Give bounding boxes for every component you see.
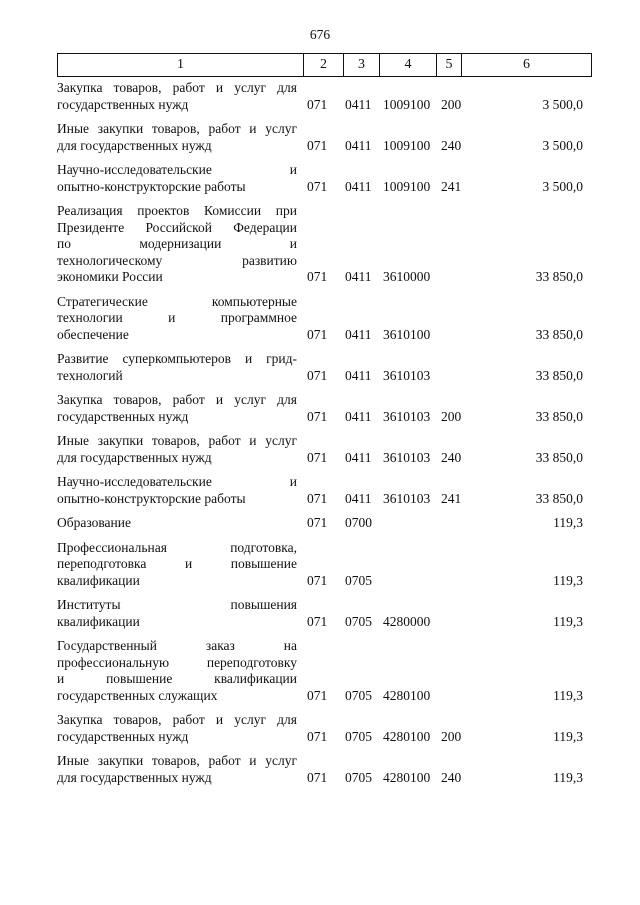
row-name-line: государственных нужд xyxy=(57,96,189,112)
row-section-code: 0411 xyxy=(345,96,372,112)
row-target-code: 3610100 xyxy=(383,326,431,342)
row-name-line: Иные закупки товаров, работ и услуг xyxy=(57,753,297,768)
header-col-3: 3 xyxy=(344,54,380,76)
row-section-code: 0700 xyxy=(345,515,372,530)
row-target-code: 4280000 xyxy=(383,613,431,629)
row-amount: 119,3 xyxy=(553,769,583,785)
table-row xyxy=(57,540,592,590)
row-name-line: опытно-конструкторские работы xyxy=(57,490,246,506)
header-col-2: 2 xyxy=(304,54,344,76)
row-ministry-code: 071 xyxy=(307,137,328,153)
table-row xyxy=(57,638,592,704)
table-row xyxy=(57,753,592,786)
row-target-code: 4280100 xyxy=(383,728,431,744)
row-ministry-code: 071 xyxy=(307,687,328,703)
row-ministry-code: 071 xyxy=(307,269,328,284)
row-target-code: 3610103 xyxy=(383,367,431,383)
row-name-line: государственных служащих xyxy=(57,687,218,703)
row-section-code: 0411 xyxy=(345,408,372,424)
row-name-line: для государственных нужд xyxy=(57,137,212,153)
row-name xyxy=(57,712,303,745)
row-name-line: Развитие суперкомпьютеров и грид- xyxy=(57,351,297,366)
row-name xyxy=(57,294,303,344)
row-name xyxy=(57,474,303,507)
row-amount: 119,3 xyxy=(553,728,583,744)
row-amount: 3 500,0 xyxy=(542,96,583,112)
row-ministry-code: 071 xyxy=(307,96,328,112)
row-ministry-code: 071 xyxy=(307,449,328,465)
header-col-5: 5 xyxy=(437,54,462,76)
row-amount: 33 850,0 xyxy=(535,408,583,424)
row-target-code: 1009100 xyxy=(383,178,431,194)
row-name-line: экономики России xyxy=(57,269,163,284)
row-expense-type-code: 200 xyxy=(441,408,462,424)
row-ministry-code: 071 xyxy=(307,728,328,744)
row-name-line: для государственных нужд xyxy=(57,449,212,465)
row-amount: 119,3 xyxy=(553,515,583,530)
row-expense-type-code: 240 xyxy=(441,769,462,785)
table-row xyxy=(57,294,592,344)
row-name xyxy=(57,597,303,630)
row-ministry-code: 071 xyxy=(307,367,328,383)
row-ministry-code: 071 xyxy=(307,326,328,342)
row-section-code: 0411 xyxy=(345,178,372,194)
table-row xyxy=(57,474,592,507)
row-amount: 33 850,0 xyxy=(535,367,583,383)
row-name-line: квалификации xyxy=(57,613,140,629)
table-header xyxy=(57,53,592,77)
table-row xyxy=(57,162,592,195)
row-name xyxy=(57,515,303,532)
row-name-line: для государственных нужд xyxy=(57,769,212,785)
row-name-line: Стратегические компьютерные xyxy=(57,293,297,309)
header-col-6: 6 xyxy=(523,57,530,72)
table-row xyxy=(57,121,592,154)
row-name xyxy=(57,753,303,786)
row-section-code: 0705 xyxy=(345,613,372,629)
row-ministry-code: 071 xyxy=(307,408,328,424)
row-section-code: 0411 xyxy=(345,326,372,342)
row-target-code: 3610103 xyxy=(383,449,431,465)
row-name-line: Государственный заказ на xyxy=(57,638,297,653)
row-name-line: квалификации xyxy=(57,572,140,588)
row-ministry-code: 071 xyxy=(307,572,328,588)
row-name-line: Закупка товаров, работ и услуг для xyxy=(57,80,297,95)
row-name-line: опытно-конструкторские работы xyxy=(57,178,246,194)
row-ministry-code: 071 xyxy=(307,178,328,194)
page-number: 676 xyxy=(309,27,331,42)
row-amount: 33 850,0 xyxy=(535,326,583,342)
row-amount: 33 850,0 xyxy=(535,269,583,284)
row-name-line: Президенте Российской Федерации xyxy=(57,219,297,235)
row-section-code: 0411 xyxy=(345,449,372,465)
row-section-code: 0705 xyxy=(345,728,372,744)
row-ministry-code: 071 xyxy=(307,490,328,506)
row-name-line: технологическому развитию xyxy=(57,252,297,268)
row-name xyxy=(57,638,303,704)
row-name-line: и повышение квалификации xyxy=(57,671,297,686)
row-section-code: 0411 xyxy=(345,367,372,383)
row-amount: 33 850,0 xyxy=(535,490,583,506)
row-name-line: Научно-исследовательские и xyxy=(57,474,297,489)
row-name-line: Профессиональная подготовка, xyxy=(57,539,297,555)
row-name-line: переподготовка и повышение xyxy=(57,556,297,571)
row-target-code: 1009100 xyxy=(383,137,431,153)
row-name xyxy=(57,540,303,590)
row-section-code: 0411 xyxy=(345,137,372,153)
row-name-line: Институты повышения xyxy=(57,597,297,612)
row-expense-type-code: 240 xyxy=(441,449,462,465)
row-name-line: по модернизации и xyxy=(57,236,297,251)
row-amount: 3 500,0 xyxy=(542,137,583,153)
row-name-line: обеспечение xyxy=(57,326,129,342)
row-ministry-code: 071 xyxy=(307,769,328,785)
header-col-1: 1 xyxy=(58,54,304,76)
row-name-line: Иные закупки товаров, работ и услуг xyxy=(57,433,297,448)
row-section-code: 0411 xyxy=(345,269,372,284)
row-name-line: профессиональную переподготовку xyxy=(57,654,297,670)
row-section-code: 0705 xyxy=(345,572,372,588)
table-row xyxy=(57,392,592,425)
row-target-code: 3610000 xyxy=(383,269,431,284)
row-expense-type-code: 241 xyxy=(441,490,462,506)
row-expense-type-code: 200 xyxy=(441,728,462,744)
row-name-line: государственных нужд xyxy=(57,728,189,744)
row-target-code: 1009100 xyxy=(383,96,431,112)
row-expense-type-code: 240 xyxy=(441,137,462,153)
table-row xyxy=(57,351,592,384)
row-section-code: 0705 xyxy=(345,769,372,785)
table-row xyxy=(57,433,592,466)
header-col-4: 4 xyxy=(380,54,437,76)
row-name xyxy=(57,121,303,154)
row-name-line: технологии и программное xyxy=(57,310,297,325)
row-expense-type-code: 241 xyxy=(441,178,462,194)
row-name-line: Закупка товаров, работ и услуг для xyxy=(57,712,297,727)
table-row xyxy=(57,80,592,113)
table-row xyxy=(57,515,592,532)
row-target-code: 3610103 xyxy=(383,490,431,506)
row-name-line: Научно-исследовательские и xyxy=(57,162,297,177)
row-ministry-code: 071 xyxy=(307,515,328,530)
row-name-line: Образование xyxy=(57,515,131,530)
row-amount: 3 500,0 xyxy=(542,178,583,194)
row-target-code: 4280100 xyxy=(383,687,431,703)
table-row xyxy=(57,203,592,286)
row-name-line: Закупка товаров, работ и услуг для xyxy=(57,392,297,407)
table-body xyxy=(57,80,592,794)
row-amount: 119,3 xyxy=(553,572,583,588)
row-amount: 33 850,0 xyxy=(535,449,583,465)
row-name xyxy=(57,433,303,466)
row-amount: 119,3 xyxy=(553,613,583,629)
row-name xyxy=(57,392,303,425)
row-name-line: Иные закупки товаров, работ и услуг xyxy=(57,121,297,136)
row-name xyxy=(57,80,303,113)
row-section-code: 0705 xyxy=(345,687,372,703)
row-ministry-code: 071 xyxy=(307,613,328,629)
row-name xyxy=(57,203,303,286)
row-target-code: 3610103 xyxy=(383,408,431,424)
row-section-code: 0411 xyxy=(345,490,372,506)
table-row xyxy=(57,712,592,745)
row-target-code: 4280100 xyxy=(383,769,431,785)
row-name-line: технологий xyxy=(57,367,123,383)
row-name-line: Реализация проектов Комиссии при xyxy=(57,203,297,218)
row-expense-type-code: 200 xyxy=(441,96,462,112)
row-name xyxy=(57,351,303,384)
table-row xyxy=(57,597,592,630)
row-name xyxy=(57,162,303,195)
row-amount: 119,3 xyxy=(553,687,583,703)
row-name-line: государственных нужд xyxy=(57,408,189,424)
